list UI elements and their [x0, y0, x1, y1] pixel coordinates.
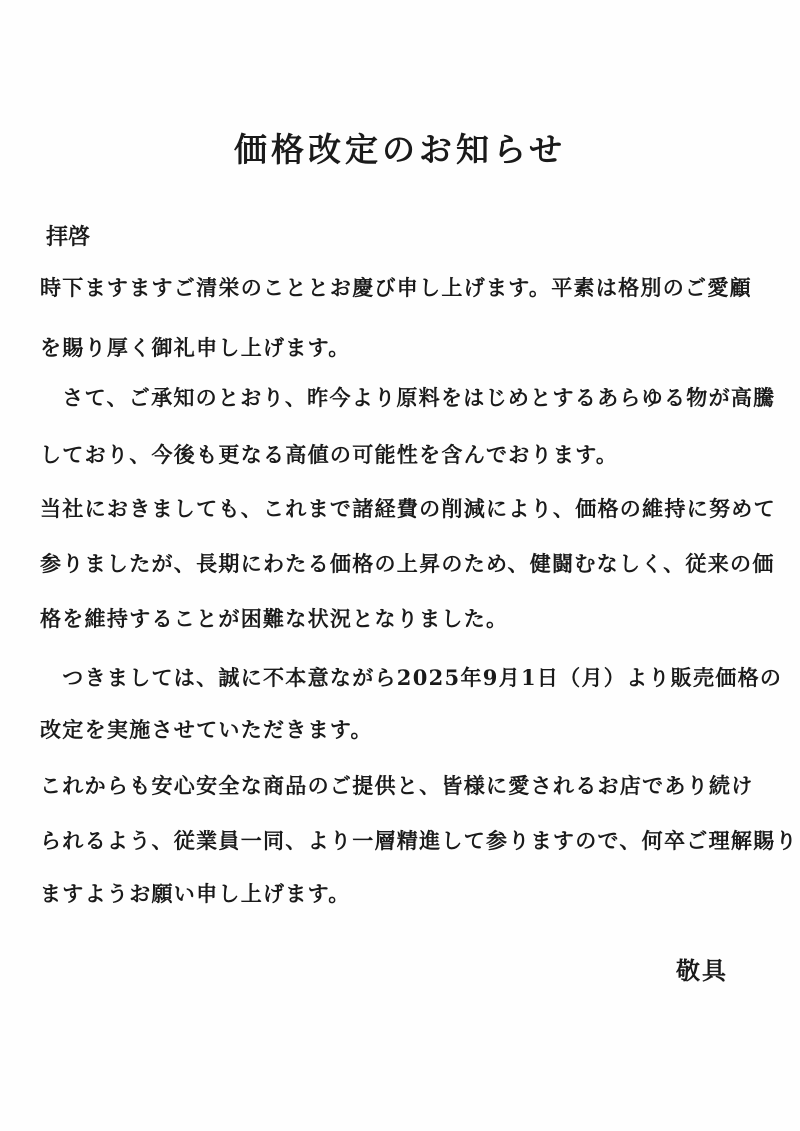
body-line: 参りましたが、長期にわたる価格の上昇のため、健闘むなしく、従来の価: [40, 551, 775, 576]
document-title: 価格改定のお知らせ: [233, 130, 566, 169]
body-line: 当社におきましても、これまで諸経費の削減により、価格の維持に努めて: [40, 496, 776, 521]
body-line: つきましては、誠に不本意ながら2025年9月1日（月）より販売価格の: [40, 665, 783, 690]
body-line: ますようお願い申し上げます。: [40, 881, 351, 906]
body-line: さて、ご承知のとおり、昨今より原料をはじめとするあらゆる物が高騰: [40, 385, 776, 410]
closing: 敬具: [676, 956, 728, 985]
body-line: しており、今後も更なる高値の可能性を含んでおります。: [40, 442, 619, 467]
body-line: これからも安心安全な商品のご提供と、皆様に愛されるお店であり続け: [40, 773, 754, 798]
body-line: を賜り厚く御礼申し上げます。: [40, 335, 351, 360]
salutation: 拝啓: [46, 224, 91, 250]
body-line: 改定を実施させていただきます。: [40, 717, 373, 742]
body-line: られるよう、従業員一同、より一層精進して参りますので、何卒ご理解賜り: [40, 828, 798, 853]
body-line: 格を維持することが困難な状況となりました。: [40, 606, 509, 631]
body-line: 時下ますますご清栄のこととお慶び申し上げます。平素は格別のご愛顧: [40, 275, 752, 300]
